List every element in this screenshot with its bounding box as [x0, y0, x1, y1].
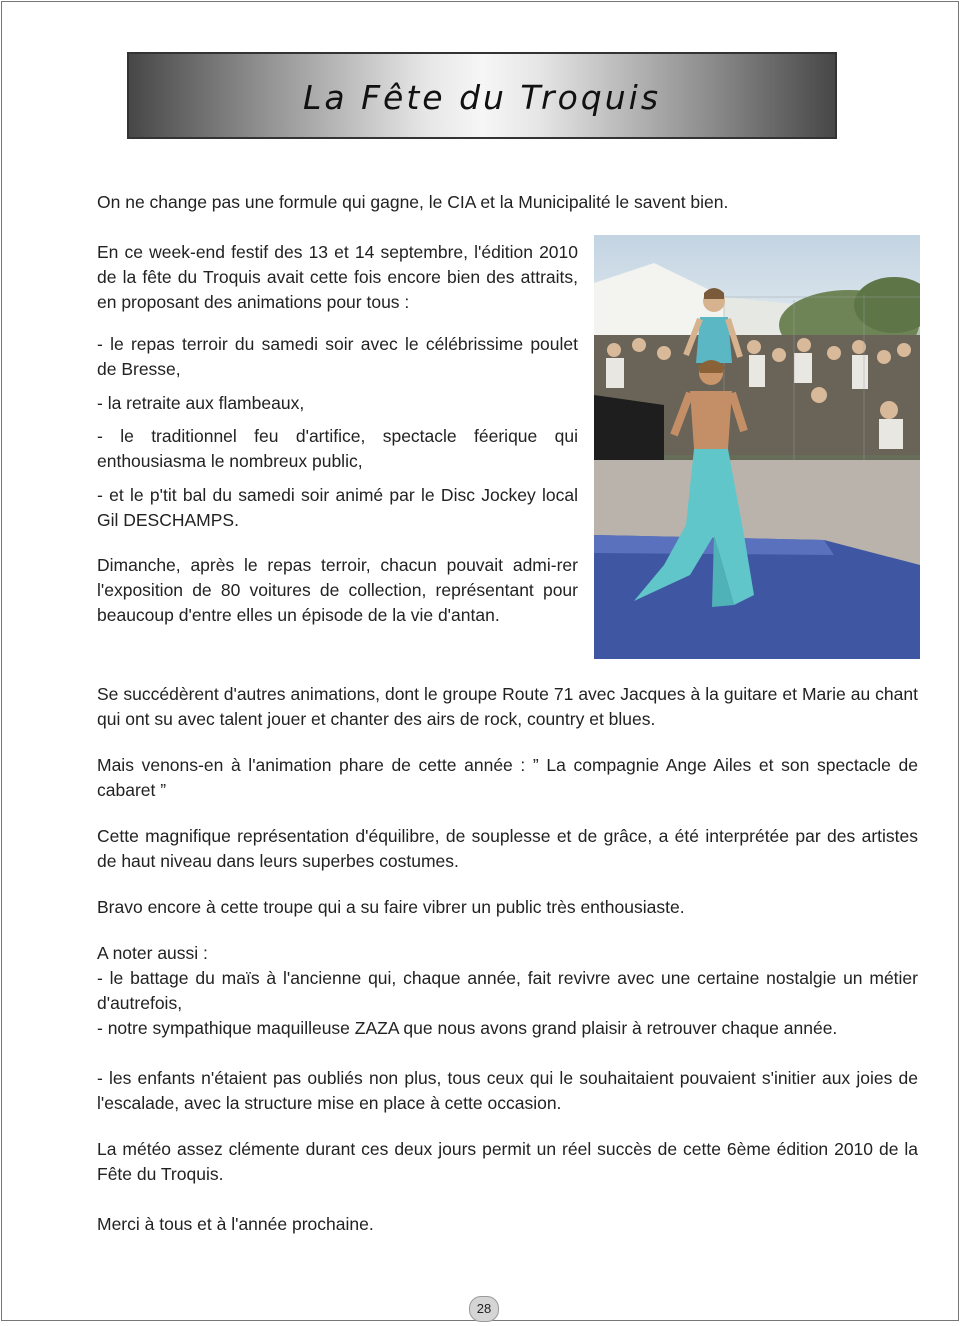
phare-paragraph: Mais venons-en à l'animation phare de cette année : ” La compagnie Ange Ailes et son spectacle de cabaret ” [97, 755, 918, 800]
list-item: - le battage du maïs à l'ancienne qui, chaque année, fait revivre avec une certaine nostalgie un métier d'autrefois, [97, 968, 918, 1013]
acrobats-photo [594, 235, 920, 659]
list-item: - et le p'tit bal du samedi soir animé par le Disc Jockey local Gil DESCHAMPS. [97, 485, 578, 530]
list-item: - le repas terroir du samedi soir avec le célébrissime poulet de Bresse, [97, 334, 578, 379]
intro-paragraph: On ne change pas une formule qui gagne, le CIA et la Municipalité le savent bien. [97, 192, 729, 212]
meteo-paragraph: La météo assez clémente durant ces deux jours permit un réel succès de cette 6ème édition 2010 de la Fête du Troquis. [97, 1139, 918, 1184]
page-number: 28 [469, 1296, 499, 1322]
acrobats-photo-illustration [594, 235, 920, 659]
page-title: La Fête du Troquis [302, 78, 662, 117]
title-banner [127, 52, 837, 139]
list-item: - la retraite aux flambeaux, [97, 393, 305, 413]
sunday-paragraph: Dimanche, après le repas terroir, chacun pouvait admi-rer l'exposition de 80 voitures de collection, représentant pour beaucoup d'entre elles un épisode de la vie d'antan. [97, 555, 578, 625]
bravo-paragraph: Bravo encore à cette troupe qui a su faire vibrer un public très enthousiaste. [97, 897, 685, 917]
list-item: - les enfants n'étaient pas oubliés non plus, tous ceux qui le souhaitaient pouvaient s'initier aux joies de l'escalade, avec la structure mise en place à cette occasion. [97, 1068, 918, 1113]
list-item: - notre sympathique maquilleuse ZAZA que nous avons grand plaisir à retrouver chaque année. [97, 1018, 838, 1038]
magnifique-paragraph: Cette magnifique représentation d'équilibre, de souplesse et de grâce, a été interprétée par des artistes de haut niveau dans leurs superbes costumes. [97, 826, 918, 871]
route71-paragraph: Se succédèrent d'autres animations, dont le groupe Route 71 avec Jacques à la guitare et Marie au chant qui ont su avec talent jouer et chanter des airs de rock, country et blues. [97, 684, 918, 729]
merci-paragraph: Merci à tous et à l'année prochaine. [97, 1214, 374, 1234]
noter-heading: A noter aussi : [97, 943, 208, 963]
weekend-paragraph: En ce week-end festif des 13 et 14 septembre, l'édition 2010 de la fête du Troquis avait cette fois encore bien des attraits, en proposant des animations pour tous : [97, 242, 578, 312]
list-item: - le traditionnel feu d'artifice, spectacle féerique qui enthousiasma le nombreux public, [97, 426, 578, 471]
